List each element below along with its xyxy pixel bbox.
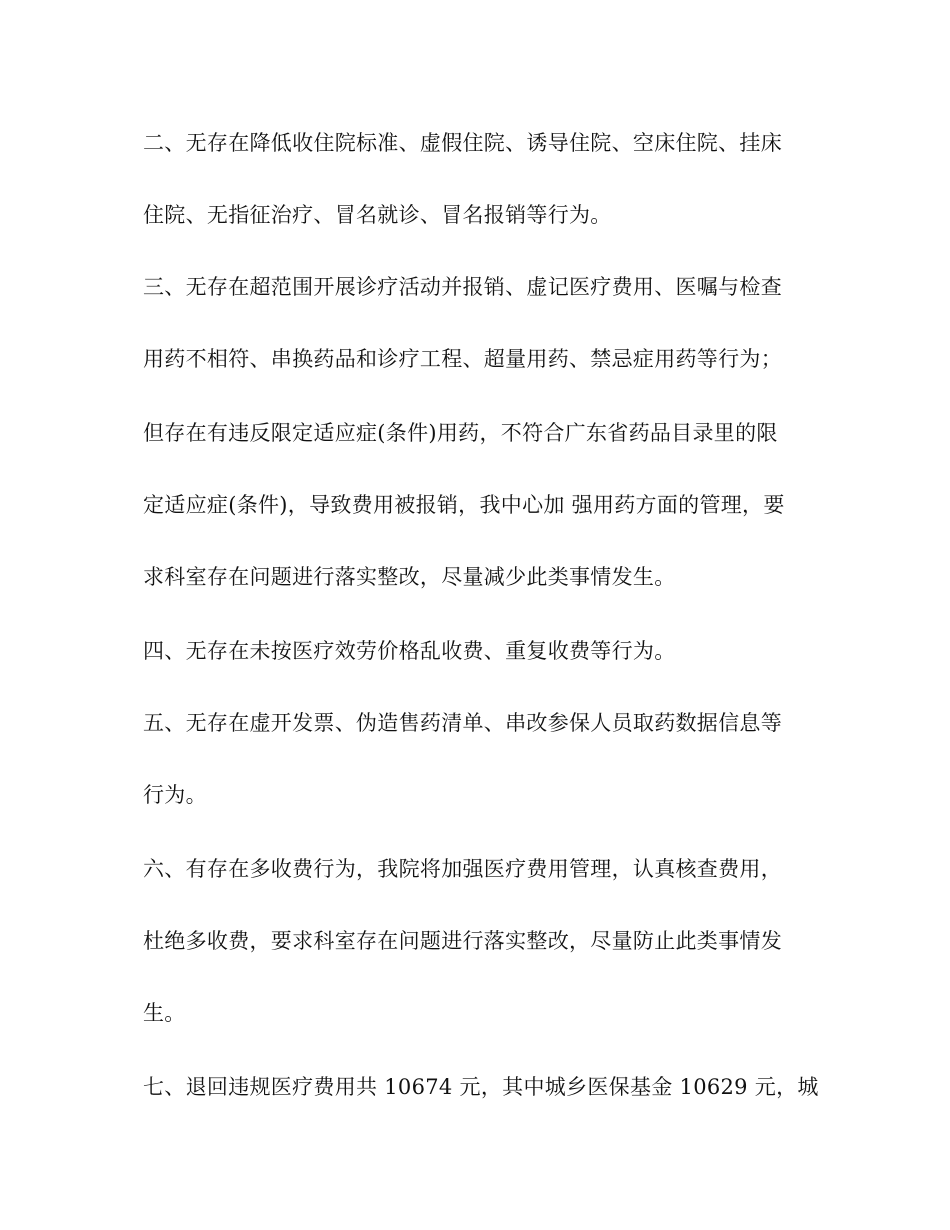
text-line: 行为。: [143, 783, 207, 807]
text-line: 五、无存在虚开发票、伪造售药清单、串改参保人员取药数据信息等: [143, 711, 782, 735]
text-line: 三、无存在超范围开展诊疗活动并报销、虚记医疗费用、医嘱与检查: [143, 275, 782, 299]
text-line: 用药不相符、串换药品和诊疗工程、超量用药、禁忌症用药等行为；: [143, 347, 782, 371]
text-line: 求科室存在问题进行落实整改，尽量减少此类事情发生。: [143, 565, 676, 589]
text-line: 六、有存在多收费行为，我院将加强医疗费用管理，认真核查费用，: [143, 857, 782, 881]
text-line: 但存在有违反限定适应症(条件)用药，不符合广东省药品目录里的限: [143, 421, 778, 445]
text-line: 定适应症(条件)，导致费用被报销，我中心加 强用药方面的管理，要: [143, 493, 785, 517]
text-line: 杜绝多收费，要求科室存在问题进行落实整改，尽量防止此类事情发: [143, 929, 782, 953]
text-line: 四、无存在未按医疗效劳价格乱收费、重复收费等行为。: [143, 639, 676, 663]
text-line: 生。: [143, 1001, 186, 1025]
text-line: 住院、无指征治疗、冒名就诊、冒名报销等行为。: [143, 203, 612, 227]
text-line: 二、无存在降低收住院标准、虚假住院、诱导住院、空床住院、挂床: [143, 131, 782, 155]
text-line: 七、退回违规医疗费用共 10674 元，其中城乡医保基金 10629 元，城: [143, 1075, 819, 1099]
